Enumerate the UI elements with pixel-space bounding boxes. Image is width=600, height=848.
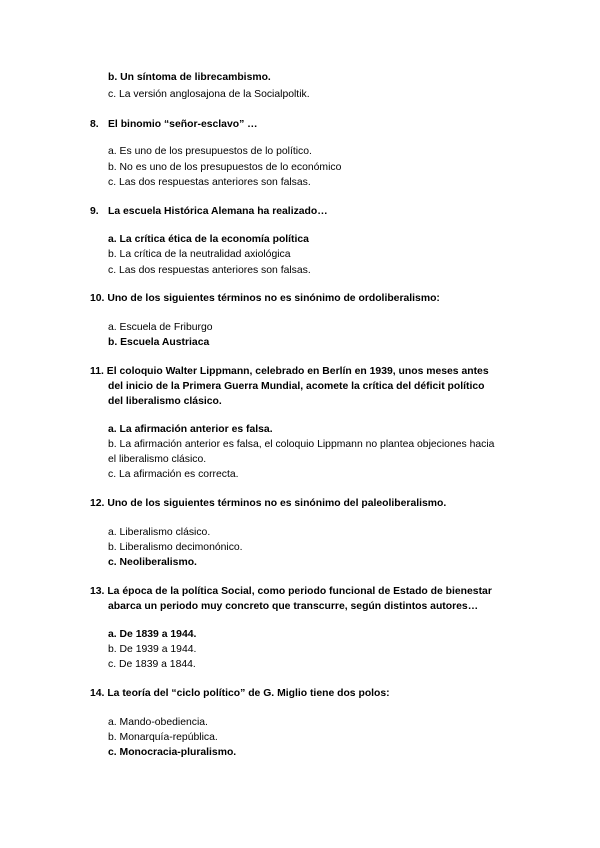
option-a: a. Escuela de Friburgo bbox=[108, 322, 213, 333]
option-a-correct: a. La crítica ética de la economía política bbox=[108, 234, 309, 245]
option-a: a. Mando-obediencia. bbox=[108, 717, 208, 728]
option-a: a. Es uno de los presupuestos de lo político. bbox=[108, 146, 312, 157]
option-b: b. Liberalismo decimonónico. bbox=[108, 542, 243, 553]
option-c: c. La afirmación es correcta. bbox=[108, 469, 239, 480]
option-a-correct: a. La afirmación anterior es falsa. bbox=[108, 424, 273, 435]
question-11-text-line2: del inicio de la Primera Guerra Mundial, acomete la crítica del déficit político bbox=[108, 381, 485, 392]
option-c: c. De 1839 a 1844. bbox=[108, 659, 196, 670]
question-11-text-line3: del liberalismo clásico. bbox=[108, 396, 222, 407]
option-b-correct: b. Un síntoma de librecambismo. bbox=[108, 72, 271, 83]
option-b: b. Monarquía-república. bbox=[108, 732, 218, 743]
question-13-text-line1: 13. La época de la política Social, como periodo funcional de Estado de bienestar bbox=[90, 586, 492, 597]
question-number: 9. bbox=[90, 206, 99, 217]
question-number: 8. bbox=[90, 119, 99, 130]
option-a-correct: a. De 1839 a 1944. bbox=[108, 629, 197, 640]
option-b-line2: el liberalismo clásico. bbox=[108, 454, 207, 465]
option-b: b. De 1939 a 1944. bbox=[108, 644, 197, 655]
option-c: c. La versión anglosajona de la Socialpoltik. bbox=[108, 89, 310, 100]
option-b: b. La crítica de la neutralidad axiológica bbox=[108, 249, 291, 260]
option-c-correct: c. Monocracia-pluralismo. bbox=[108, 747, 237, 758]
question-8-text: El binomio “señor-esclavo” … bbox=[108, 119, 258, 130]
question-10-text: 10. Uno de los siguientes términos no es sinónimo de ordoliberalismo: bbox=[90, 293, 440, 304]
question-11-text-line1: 11. El coloquio Walter Lippmann, celebrado en Berlín en 1939, unos meses antes bbox=[90, 366, 489, 377]
option-c: c. Las dos respuestas anteriores son falsas. bbox=[108, 177, 311, 188]
option-b-line1: b. La afirmación anterior es falsa, el coloquio Lippmann no plantea objeciones hacia bbox=[108, 439, 495, 450]
option-c-correct: c. Neoliberalismo. bbox=[108, 557, 197, 568]
question-9-text: La escuela Histórica Alemana ha realizado… bbox=[108, 206, 328, 217]
question-12-text: 12. Uno de los siguientes términos no es sinónimo del paleoliberalismo. bbox=[90, 498, 447, 509]
question-13-text-line2: abarca un periodo muy concreto que transcurre, según distintos autores… bbox=[108, 601, 479, 612]
option-c: c. Las dos respuestas anteriores son falsas. bbox=[108, 265, 311, 276]
option-a: a. Liberalismo clásico. bbox=[108, 527, 211, 538]
question-14-text: 14. La teoría del “ciclo político” de G. Miglio tiene dos polos: bbox=[90, 688, 390, 699]
option-b-correct: b. Escuela Austriaca bbox=[108, 337, 210, 348]
option-b: b. No es uno de los presupuestos de lo económico bbox=[108, 162, 342, 173]
